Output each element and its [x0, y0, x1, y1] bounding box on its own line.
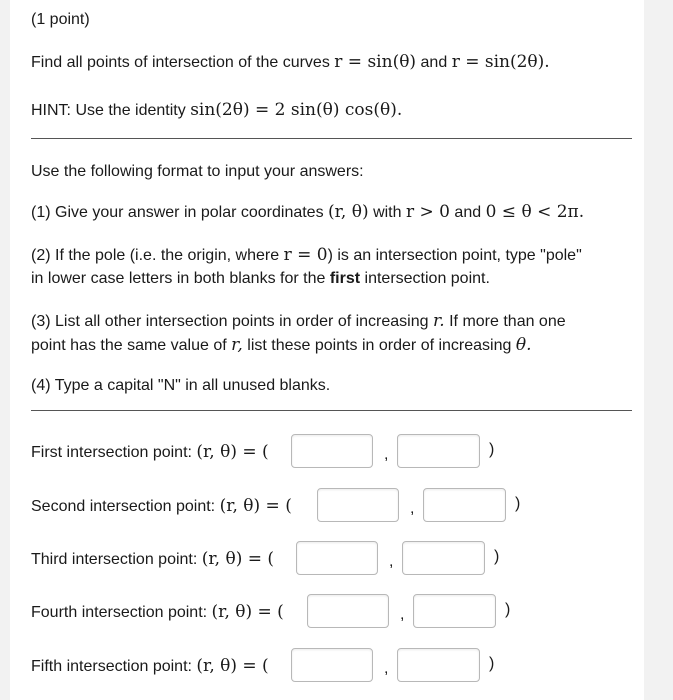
problem-statement: [31, 50, 550, 75]
instruction-1-cond-theta: 0 ≤ θ < 2π.: [485, 202, 585, 222]
r-input[interactable]: [317, 488, 399, 522]
instruction-3-theta: θ.: [515, 335, 532, 355]
instruction-1-text: (1) Give your answer in polar coordinates: [31, 204, 324, 221]
instruction-3-text-b: If more than one: [449, 313, 566, 330]
comma: ,: [400, 606, 405, 623]
curve-2: r = sin(2θ).: [451, 52, 550, 72]
instruction-3-text-d: list these points in order of increasing: [247, 337, 512, 354]
r-input[interactable]: [307, 594, 389, 628]
answer-label: Second intersection point:: [31, 498, 216, 515]
answer-label: First intersection point:: [31, 444, 192, 461]
instruction-2-text-c: in lower case letters in both blanks for the: [31, 270, 326, 287]
instruction-1: [31, 200, 584, 225]
close-paren: ): [494, 548, 500, 565]
close-paren: ): [515, 495, 521, 512]
instruction-2-text-b: ) is an intersection point, type "pole": [327, 247, 582, 264]
hint-identity: sin(2θ) = 2 sin(θ) cos(θ).: [190, 100, 403, 120]
instruction-3-r2: r,: [231, 335, 243, 355]
answer-label: Fourth intersection point:: [31, 604, 208, 621]
instruction-3-text-c: point has the same value of: [31, 337, 227, 354]
divider-top: [31, 138, 632, 139]
hint-label: HINT: Use the identity: [31, 102, 186, 119]
instruction-3-line-2: [31, 333, 532, 358]
theta-input[interactable]: [413, 594, 496, 628]
and-text: and: [420, 54, 448, 71]
comma: ,: [384, 660, 389, 677]
answer-math: (r, θ) = (: [211, 602, 284, 622]
instruction-2-line-2: [31, 267, 490, 291]
theta-input[interactable]: [402, 541, 485, 575]
answer-label: Third intersection point:: [31, 551, 198, 568]
comma: ,: [384, 446, 389, 463]
answer-math: (r, θ) = (: [196, 442, 269, 462]
r-input[interactable]: [296, 541, 378, 575]
instruction-1-coords: (r, θ): [328, 202, 369, 222]
r-input[interactable]: [291, 648, 373, 682]
answer-label: Fifth intersection point:: [31, 658, 192, 675]
instruction-1-cond-r: r > 0: [405, 202, 450, 222]
instructions-intro: Use the following format to input your answers:: [31, 163, 364, 180]
instruction-4: (4) Type a capital "N" in all unused blanks.: [31, 377, 331, 394]
problem-card: [10, 0, 644, 700]
comma: ,: [410, 500, 415, 517]
theta-input[interactable]: [423, 488, 506, 522]
instruction-1-and: and: [454, 204, 482, 221]
instruction-2-text-d: intersection point.: [364, 270, 490, 287]
answer-math: (r, θ) = (: [219, 496, 292, 516]
instruction-3-r: r.: [432, 311, 445, 331]
r-input[interactable]: [291, 434, 373, 468]
answer-math: (r, θ) = (: [196, 656, 269, 676]
instruction-2-math: r = 0: [283, 245, 328, 265]
close-paren: ): [505, 601, 511, 618]
answer-math: (r, θ) = (: [201, 549, 275, 569]
instruction-2-bold: first: [329, 270, 361, 287]
close-paren: ): [489, 441, 495, 458]
instruction-1-with: with: [373, 204, 402, 221]
divider-bottom: [31, 410, 632, 411]
theta-input[interactable]: [397, 434, 480, 468]
instruction-2-text-a: (2) If the pole (i.e. the origin, where: [31, 247, 280, 264]
instruction-3-line-1: [31, 309, 566, 334]
points-label: (1 point): [31, 11, 90, 28]
close-paren: ): [489, 655, 495, 672]
instruction-3-text-a: (3) List all other intersection points in order of increasing: [31, 313, 429, 330]
comma: ,: [389, 553, 394, 570]
hint: [31, 98, 402, 123]
instruction-2-line-1: [31, 243, 582, 268]
theta-input[interactable]: [397, 648, 480, 682]
curve-1: r = sin(θ): [334, 52, 417, 72]
find-text: Find all points of intersection of the curves: [31, 54, 330, 71]
